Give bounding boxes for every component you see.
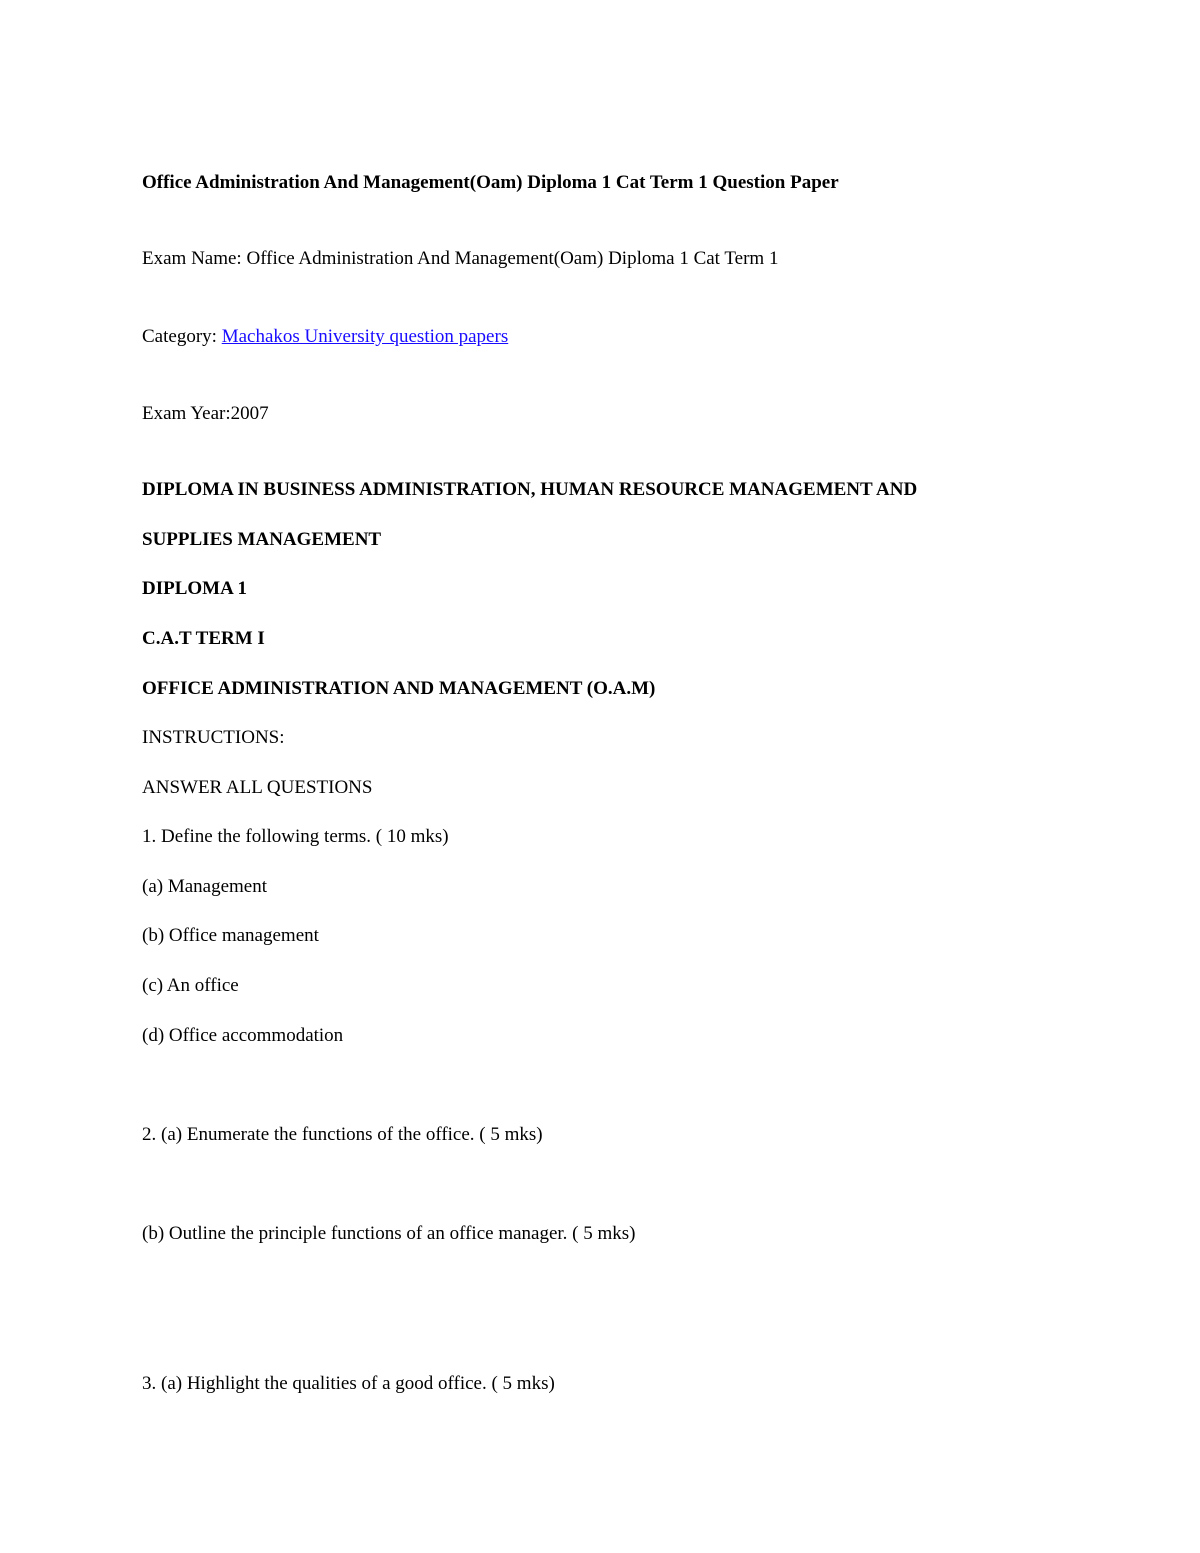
question-3a: 3. (a) Highlight the qualities of a good office. ( 5 mks) [142,1373,555,1394]
question-1c: (c) An office [142,975,239,996]
exam-year: Exam Year:2007 [142,403,269,424]
question-1: 1. Define the following terms. ( 10 mks) [142,826,449,847]
heading-line-2: SUPPLIES MANAGEMENT [142,529,382,550]
question-2a: 2. (a) Enumerate the functions of the office. ( 5 mks) [142,1124,543,1145]
answer-all-instruction: ANSWER ALL QUESTIONS [142,777,373,798]
category-label: Category: [142,326,217,347]
question-1d: (d) Office accommodation [142,1025,344,1046]
question-1b: (b) Office management [142,925,319,946]
cat-term-heading: C.A.T TERM I [142,628,265,649]
question-1a: (a) Management [142,876,268,897]
diploma-heading: DIPLOMA 1 [142,578,248,599]
exam-name-label: Exam Name: [142,248,242,269]
category-row [142,325,508,349]
document-title: Office Administration And Management(Oam) Diploma 1 Cat Term 1 Question Paper [142,172,839,193]
course-heading: OFFICE ADMINISTRATION AND MANAGEMENT (O.A.M) [142,678,656,699]
exam-name-value: Office Administration And Management(Oam) Diploma 1 Cat Term 1 [246,248,779,269]
heading-line-1: DIPLOMA IN BUSINESS ADMINISTRATION, HUMAN RESOURCE MANAGEMENT AND [142,479,918,500]
question-2b: (b) Outline the principle functions of an office manager. ( 5 mks) [142,1223,636,1244]
category-link[interactable]: Machakos University question papers [221,326,509,347]
exam-name-row [142,247,778,271]
instructions-label: INSTRUCTIONS: [142,727,285,748]
